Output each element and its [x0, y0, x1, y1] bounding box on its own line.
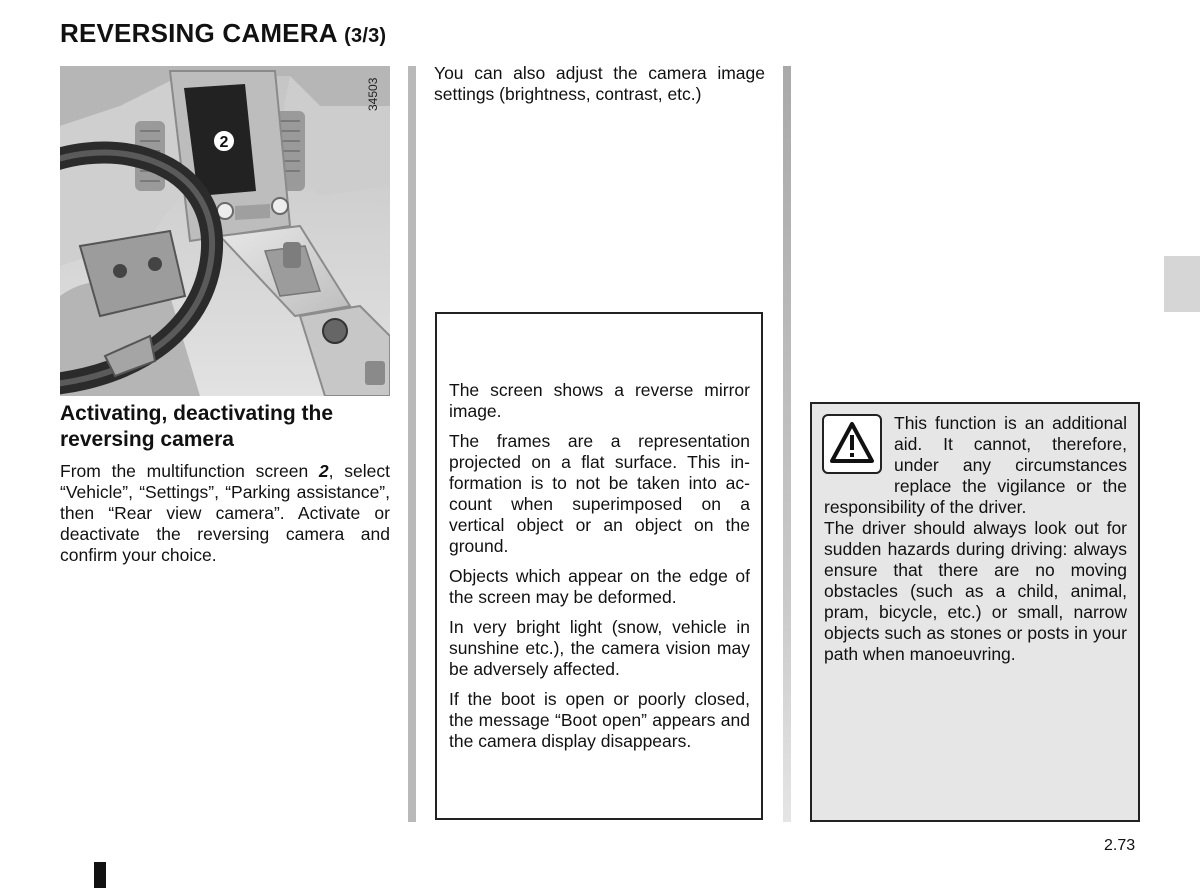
activation-text-end: , select “Vehicle”, “Settings”, “Parking assistance”, then “Rear view camera”. Activate or deactivate the reversing camera and confirm your choice. [60, 461, 390, 565]
callout-label: 2 [219, 134, 229, 151]
column-divider-right [783, 66, 791, 822]
warning-box [810, 402, 1140, 822]
camera-settings-note: You can also adjust the camera image settings (brightness, contrast, etc.) [434, 63, 765, 104]
warning-text [824, 413, 1127, 665]
section-heading: Activating, deactivating the reversing camera [60, 402, 334, 451]
activation-text-start: From the multifunction screen [60, 461, 319, 481]
activation-screen-ref: 2 [318, 461, 329, 481]
dashboard-drawing [60, 66, 390, 396]
note-paragraph: Objects which appear on the edge of the screen may be deformed. [449, 566, 750, 607]
dashboard-illustration [60, 66, 390, 396]
page-title-suffix: (3/3) [344, 25, 387, 47]
note-paragraph: If the boot is open or poorly closed, the message “Boot open” appears and the camera display disappears. [449, 689, 750, 751]
warning-text-second: The driver should always look out for sudden hazards during driving: always ensure that there are no moving obstacles (such as a child, animal, pram, bicycle, etc.) or small, narrow objects such as stones or posts in your path when manoeuvring. [824, 518, 1127, 664]
note-paragraph: The screen shows a reverse mirror image. [449, 380, 750, 421]
column-divider-left [408, 66, 416, 822]
note-paragraph: The frames are a representation projected on a flat surface. This information is to not be taken into account when superimposed on a vertical object or an object on the ground. [449, 431, 750, 556]
corner-mark [94, 862, 106, 888]
warning-text-first: This function is an additional aid. It cannot, therefore, under any circumstances replace the vigilance or the responsibility of the driver. [824, 413, 1127, 517]
activation-instructions [60, 461, 390, 566]
page-number: 2.73 [1104, 837, 1136, 854]
camera-display-notes [449, 380, 750, 761]
reference-number: 34503 [366, 77, 380, 111]
chapter-tab [1164, 256, 1200, 312]
note-paragraph: In very bright light (snow, vehicle in sunshine etc.), the camera vision may be adversely affected. [449, 617, 750, 679]
camera-display-notes-box [435, 312, 763, 820]
page-title-text: REVERSING CAMERA [60, 18, 337, 48]
page-title [60, 18, 386, 49]
